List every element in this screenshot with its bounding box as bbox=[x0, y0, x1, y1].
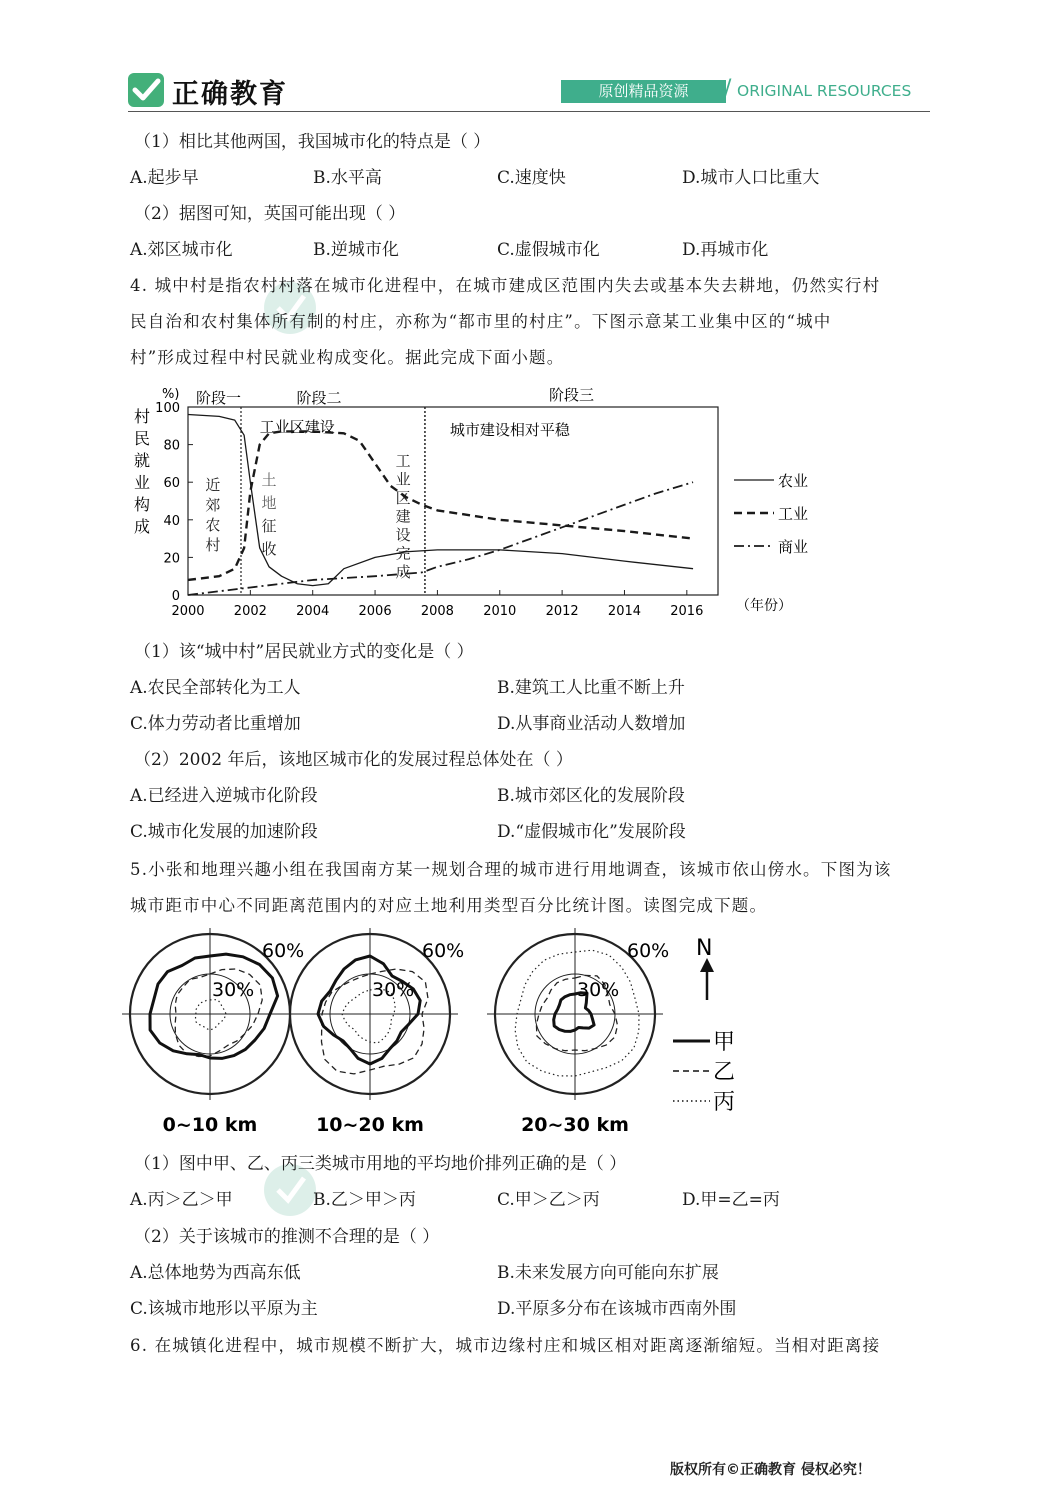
polar-panel-label: 10~20 km bbox=[316, 1114, 424, 1136]
y-axis-label-char: 业 bbox=[134, 473, 151, 492]
header-divider bbox=[128, 111, 930, 112]
q5-sub2-option-b[interactable]: B.未来发展方向可能向东扩展 bbox=[497, 1263, 719, 1283]
annotation-industrial-build: 工业区建设 bbox=[259, 418, 335, 436]
q4-sub1-option-c[interactable]: C.体力劳动者比重增加 bbox=[130, 714, 301, 734]
stage-label: 阶段二 bbox=[296, 389, 342, 407]
north-arrow-icon bbox=[696, 936, 714, 1000]
x-tick-label: 2002 bbox=[233, 604, 267, 619]
annotation-char: 农 bbox=[205, 516, 221, 534]
q4-sub2: （2）2002 年后，该地区城市化的发展过程总体处在（ ） bbox=[134, 750, 573, 770]
polar-label-30: 30% bbox=[372, 979, 415, 1001]
annotation-char: 收 bbox=[261, 540, 277, 558]
legend-label: 农业 bbox=[778, 472, 809, 490]
polar-panel-label: 20~30 km bbox=[521, 1114, 629, 1136]
q3-sub2-option-b[interactable]: B.逆城市化 bbox=[313, 240, 399, 260]
legend-label: 商业 bbox=[778, 538, 809, 556]
copyright-footer: 版权所有©正确教育 侵权必究！ bbox=[670, 1462, 871, 1478]
q5-sub2-option-a[interactable]: A.总体地势为西高东低 bbox=[130, 1263, 301, 1283]
x-tick-label: 2012 bbox=[545, 604, 579, 619]
x-tick-label: 2000 bbox=[171, 604, 205, 619]
x-tick-label: 2006 bbox=[358, 604, 392, 619]
q3-sub2-option-c[interactable]: C.虚假城市化 bbox=[497, 240, 600, 260]
polar-label-30: 30% bbox=[577, 979, 620, 1001]
polar-panel bbox=[487, 928, 669, 1136]
y-tick-label: 20 bbox=[163, 551, 180, 567]
annotation-char: 区 bbox=[395, 489, 411, 507]
annotation-char: 完 bbox=[395, 544, 411, 563]
polar-panel bbox=[282, 928, 464, 1136]
annotation-char: 土 bbox=[261, 471, 277, 489]
q5-sub1-option-b[interactable]: B.乙＞甲＞丙 bbox=[313, 1190, 416, 1210]
q5-sub1-option-c[interactable]: C.甲＞乙＞丙 bbox=[497, 1190, 600, 1210]
q5-stem: 5.小张和地理兴趣小组在我国南方某一规划合理的城市进行用地调查，该城市依山傍水。下图为该 城市距市中心不同距离范围内的对应土地利用类型百分比统计图。读图完成下题。 bbox=[130, 860, 892, 915]
q4-sub1: （1）该“城中村”居民就业方式的变化是（ ） bbox=[134, 642, 474, 662]
y-tick-label: 0 bbox=[171, 589, 180, 604]
q4-sub1-option-a[interactable]: A.农民全部转化为工人 bbox=[130, 678, 301, 698]
annotation-char: 设 bbox=[395, 526, 411, 544]
annotation-char: 业 bbox=[395, 470, 411, 489]
x-tick-label: 2008 bbox=[420, 604, 454, 619]
x-unit-label: （年份） bbox=[736, 598, 792, 614]
q3-sub2-option-d[interactable]: D.再城市化 bbox=[682, 240, 769, 260]
q6-stem: 6. 在城镇化进程中，城市规模不断扩大，城市边缘村庄和城区相对距离逐渐缩短。当相对距离接 bbox=[130, 1336, 881, 1355]
x-tick-label: 2014 bbox=[607, 604, 642, 619]
polar-legend bbox=[673, 1030, 735, 1115]
polar-series-bing bbox=[196, 1000, 227, 1031]
polar-panel-label: 0~10 km bbox=[162, 1114, 258, 1136]
brand-name: 正确教育 bbox=[172, 79, 288, 110]
y-axis-label bbox=[134, 407, 150, 536]
x-tick-label: 2010 bbox=[483, 604, 517, 619]
svg-text:N: N bbox=[696, 936, 713, 961]
brand-logo-icon bbox=[128, 73, 164, 107]
employment-line-chart bbox=[128, 380, 828, 625]
annotation-char: 村 bbox=[205, 536, 221, 554]
q5-sub1-option-a[interactable]: A.丙＞乙＞甲 bbox=[130, 1190, 233, 1210]
legend-label: 工业 bbox=[778, 505, 809, 523]
annotation-char: 征 bbox=[261, 517, 277, 535]
q3-sub2: （2）据图可知，英国可能出现（ ） bbox=[134, 204, 406, 224]
annotation-char: 近 bbox=[205, 476, 221, 494]
q3-sub1-option-a[interactable]: A.起步早 bbox=[130, 168, 199, 188]
land-use-polar-chart bbox=[120, 928, 760, 1153]
q4-stem: 4. 城中村是指农村村落在城市化进程中，在城市建成区范围内失去或基本失去耕地，仍然实行村 民自治和农村集体所有制的村庄，亦称为“都市里的村庄”。下图示意某工业集中区的“城中 村”形成过程中村民就业构成变化。据此完成下面小题。 bbox=[130, 276, 881, 367]
legend-yi: 乙 bbox=[713, 1060, 736, 1085]
x-tick-label: 2004 bbox=[296, 604, 330, 619]
header-tag: 原创精品资源 bbox=[561, 80, 726, 103]
y-tick-label: 80 bbox=[163, 438, 180, 454]
y-tick-label: 100 bbox=[155, 401, 180, 416]
q5-sub1: （1）图中甲、乙、丙三类城市用地的平均地价排列正确的是（ ） bbox=[134, 1154, 627, 1174]
legend-bing: 丙 bbox=[713, 1090, 736, 1115]
q4-sub2-option-b[interactable]: B.城市郊区化的发展阶段 bbox=[497, 786, 685, 806]
q4-sub1-option-b[interactable]: B.建筑工人比重不断上升 bbox=[497, 678, 685, 698]
q5-sub2: （2）关于该城市的推测不合理的是（ ） bbox=[134, 1227, 440, 1247]
q4-sub2-option-a[interactable]: A.已经进入逆城市化阶段 bbox=[130, 786, 318, 806]
polar-series-jia bbox=[150, 954, 278, 1058]
q3-sub1: （1）相比其他两国，我国城市化的特点是（ ） bbox=[134, 132, 491, 152]
stage-label: 阶段三 bbox=[548, 386, 594, 404]
polar-series-jia bbox=[318, 956, 420, 1064]
q3-sub2-option-a[interactable]: A.郊区城市化 bbox=[130, 240, 233, 260]
q5-sub1-option-d[interactable]: D.甲=乙=丙 bbox=[682, 1190, 780, 1210]
y-unit-label: %) bbox=[162, 387, 180, 402]
polar-series-bing bbox=[515, 950, 639, 1076]
q3-sub1-option-b[interactable]: B.水平高 bbox=[313, 168, 382, 188]
polar-label-60: 60% bbox=[627, 940, 670, 962]
header-slash: / bbox=[724, 76, 732, 101]
y-tick-label: 40 bbox=[163, 513, 180, 529]
q5-sub2-option-c[interactable]: C.该城市地形以平原为主 bbox=[130, 1299, 318, 1319]
stage-label: 阶段一 bbox=[195, 389, 242, 407]
q5-sub2-option-d[interactable]: D.平原多分布在该城市西南外围 bbox=[497, 1299, 737, 1319]
y-axis-label-char: 民 bbox=[134, 429, 151, 448]
y-tick-label: 60 bbox=[163, 476, 180, 492]
y-axis-label-char: 成 bbox=[134, 517, 151, 536]
y-axis-label-char: 村 bbox=[134, 407, 151, 426]
annotation-city-stable: 城市建设相对平稳 bbox=[449, 421, 570, 439]
header-tag-en: ORIGINAL RESOURCES bbox=[737, 82, 912, 100]
annotation-char: 郊 bbox=[205, 496, 221, 514]
annotation-char: 工 bbox=[395, 452, 411, 470]
q3-sub1-option-c[interactable]: C.速度快 bbox=[497, 168, 566, 188]
polar-label-60: 60% bbox=[422, 940, 465, 962]
x-tick-label: 2016 bbox=[670, 604, 704, 619]
legend-jia: 甲 bbox=[713, 1030, 736, 1055]
polar-label-60: 60% bbox=[262, 940, 305, 962]
q4-sub1-option-d[interactable]: D.从事商业活动人数增加 bbox=[497, 714, 686, 734]
annotation-char: 建 bbox=[395, 507, 411, 526]
annotation-char: 地 bbox=[261, 494, 277, 512]
q4-sub2-option-c[interactable]: C.城市化发展的加速阶段 bbox=[130, 822, 318, 842]
q3-sub1-option-d[interactable]: D.城市人口比重大 bbox=[682, 168, 820, 188]
y-axis-label-char: 构 bbox=[134, 495, 151, 514]
annotation-char: 成 bbox=[395, 563, 411, 581]
q4-sub2-option-d[interactable]: D.“虚假城市化”发展阶段 bbox=[497, 822, 686, 842]
polar-label-30: 30% bbox=[212, 979, 255, 1001]
polar-panel bbox=[122, 928, 304, 1136]
y-axis-label-char: 就 bbox=[134, 451, 151, 470]
